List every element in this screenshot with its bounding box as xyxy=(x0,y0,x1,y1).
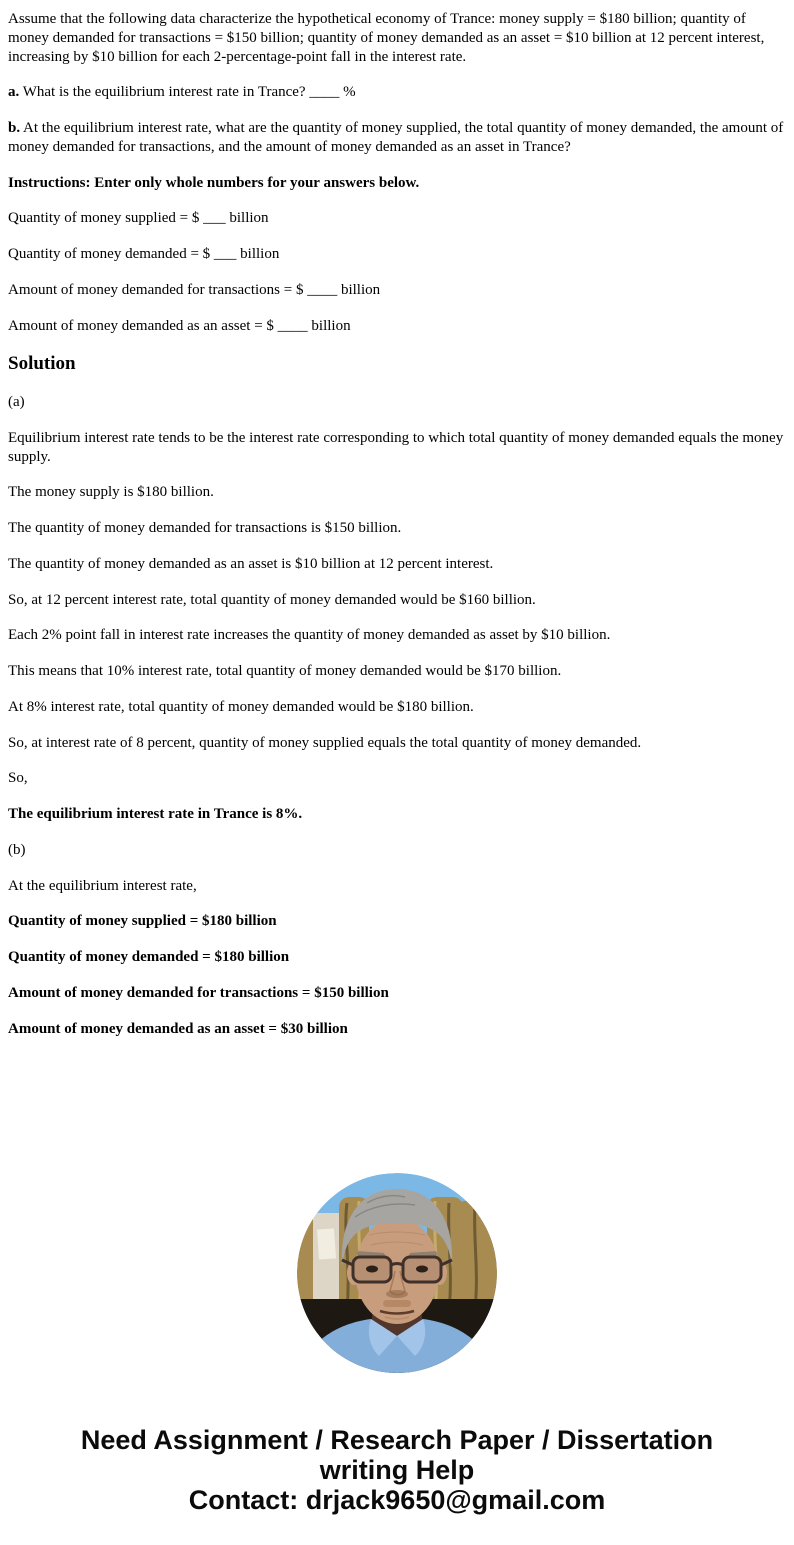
question-a xyxy=(8,83,786,102)
document-body xyxy=(8,10,786,1038)
footer-ad xyxy=(8,1425,786,1515)
photo-switch-plate xyxy=(317,1229,336,1260)
question-a-label: a. xyxy=(8,84,20,101)
footer-contact-email: Contact: drjack9650@gmail.com xyxy=(188,1485,606,1516)
answer-blank-supplied: Quantity of money supplied = $ ___ billion xyxy=(8,210,269,227)
solution-paragraph: Each 2% point fall in interest rate increases the quantity of money demanded as asset by $10 billion. xyxy=(8,627,611,644)
solution-paragraph: This means that 10% interest rate, total quantity of money demanded would be $170 billion. xyxy=(8,663,562,679)
solution-paragraph: So, at 12 percent interest rate, total quantity of money demanded would be $160 billion. xyxy=(8,591,536,608)
tutor-photo xyxy=(297,1173,497,1373)
part-a-answer: The equilibrium interest rate in Trance is 8%. xyxy=(8,806,303,822)
photo-upper-lip-shadow xyxy=(383,1300,411,1307)
tutor-photo-container xyxy=(8,1173,786,1373)
footer-line-1: Need Assignment / Research Paper / Dissertation xyxy=(80,1425,714,1456)
photo-eye-right xyxy=(416,1266,428,1273)
part-b-answer-transactions: Amount of money demanded for transactions = $150 billion xyxy=(8,984,389,1001)
solution-paragraph: The quantity of money demanded as an asset is $10 billion at 12 percent interest. xyxy=(8,555,494,572)
solution-paragraph: So, xyxy=(8,770,28,787)
part-b-label: (b) xyxy=(8,841,26,858)
solution-paragraph: Equilibrium interest rate tends to be the interest rate corresponding to which total quantity of money demanded equals the money supply. xyxy=(8,429,784,465)
part-b-answer-demanded: Quantity of money demanded = $180 billion xyxy=(8,949,290,965)
photo-nose-shadow xyxy=(386,1290,408,1298)
question-b xyxy=(8,119,786,157)
photo-curtain-left-outer xyxy=(297,1199,313,1311)
part-b-intro: At the equilibrium interest rate, xyxy=(8,877,197,894)
problem-intro: Assume that the following data characterize the hypothetical economy of Trance: money supply = $180 billion; quantity of money demanded for transactions = $150 billion; quantity of money demanded as an asset = $10 billion at 12 percent interest, increasing by $10 billion for each 2-percentage-point fall in the interest rate. xyxy=(8,11,765,65)
part-b-answer-asset: Amount of money demanded as an asset = $30 billion xyxy=(8,1020,348,1037)
answer-blank-asset: Amount of money demanded as an asset = $ ____ billion xyxy=(8,317,351,334)
solution-paragraph: The money supply is $180 billion. xyxy=(8,484,214,501)
photo-eye-left xyxy=(366,1266,378,1273)
question-a-text: What is the equilibrium interest rate in Trance? ____ % xyxy=(22,84,356,101)
instructions-line: Instructions: Enter only whole numbers for your answers below. xyxy=(8,174,420,191)
answer-blank-demanded: Quantity of money demanded = $ ___ billion xyxy=(8,246,280,262)
question-b-label: b. xyxy=(8,120,21,136)
solution-paragraph: At 8% interest rate, total quantity of money demanded would be $180 billion. xyxy=(8,698,474,715)
footer-line-2: writing Help xyxy=(319,1455,475,1486)
solution-heading: Solution xyxy=(8,353,76,375)
part-b-answer-supplied: Quantity of money supplied = $180 billion xyxy=(8,913,277,930)
question-b-text: At the equilibrium interest rate, what are the quantity of money supplied, the total quantity of money demanded, the amount of money demanded for transactions, and the amount of money demanded as an asset in Trance? xyxy=(8,120,784,155)
part-a-label: (a) xyxy=(8,394,25,410)
solution-paragraph: So, at interest rate of 8 percent, quantity of money supplied equals the total quantity of money demanded. xyxy=(8,734,642,751)
answer-blank-transactions: Amount of money demanded for transactions = $ ____ billion xyxy=(8,281,381,298)
solution-paragraph: The quantity of money demanded for transactions is $150 billion. xyxy=(8,520,402,536)
